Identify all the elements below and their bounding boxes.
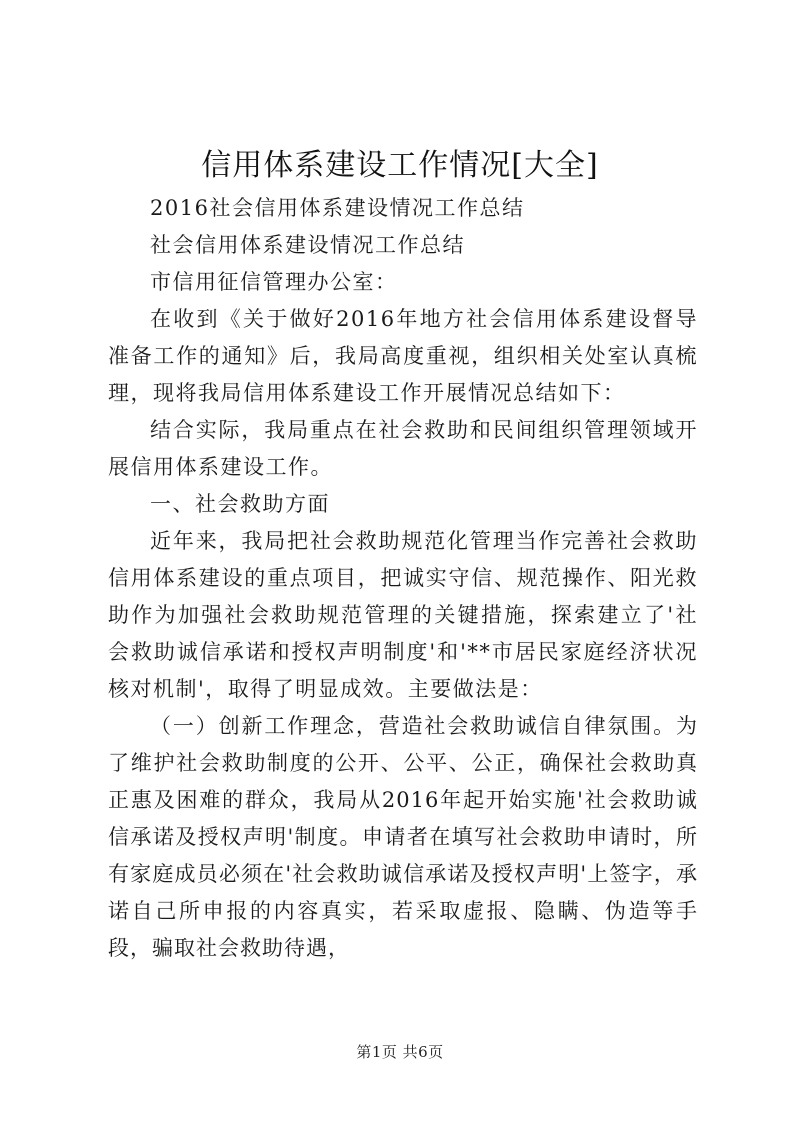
paragraph-intro: 在收到《关于做好2016年地方社会信用体系建设督导准备工作的通知》后，我局高度重视，组织相关处室认真梳理，现将我局信用体系建设工作开展情况总结如下：	[108, 307, 698, 405]
page-number: 第1页 共6页	[356, 1043, 444, 1061]
paragraph-overview: 结合实际，我局重点在社会救助和民间组织管理领域开展信用体系建设工作。	[108, 418, 698, 479]
section-heading: 一、社会救助方面	[150, 492, 330, 516]
document-title: 信用体系建设工作情况[大全]	[201, 148, 599, 183]
paragraph-addressee: 市信用征信管理办公室：	[150, 270, 398, 294]
paragraph-section-body: 近年来，我局把社会救助规范化管理当作完善社会救助信用体系建设的重点项目，把诚实守信、规范操作、阳光救助作为加强社会救助规范管理的关键措施，探索建立了'社会救助诚信承诺和授权声明制度'和'**市居民家庭经济状况核对机制'，取得了明显成效。主要做法是：	[108, 529, 698, 701]
document-body	[108, 190, 698, 967]
paragraph-subsection-1: （一）创新工作理念，营造社会救助诚信自律氛围。为了维护社会救助制度的公开、公平、公正，确保社会救助真正惠及困难的群众，我局从2016年起开始实施'社会救助诚信承诺及授权声明'制度。申请者在填写社会救助申请时，所有家庭成员必须在'社会救助诚信承诺及授权声明'上签字，承诺自己所申报的内容真实，若采取虚报、隐瞒、伪造等手段，骗取社会救助待遇，	[108, 714, 698, 960]
paragraph-heading: 社会信用体系建设情况工作总结	[150, 233, 465, 257]
paragraph-subtitle: 2016社会信用体系建设情况工作总结	[150, 196, 525, 220]
